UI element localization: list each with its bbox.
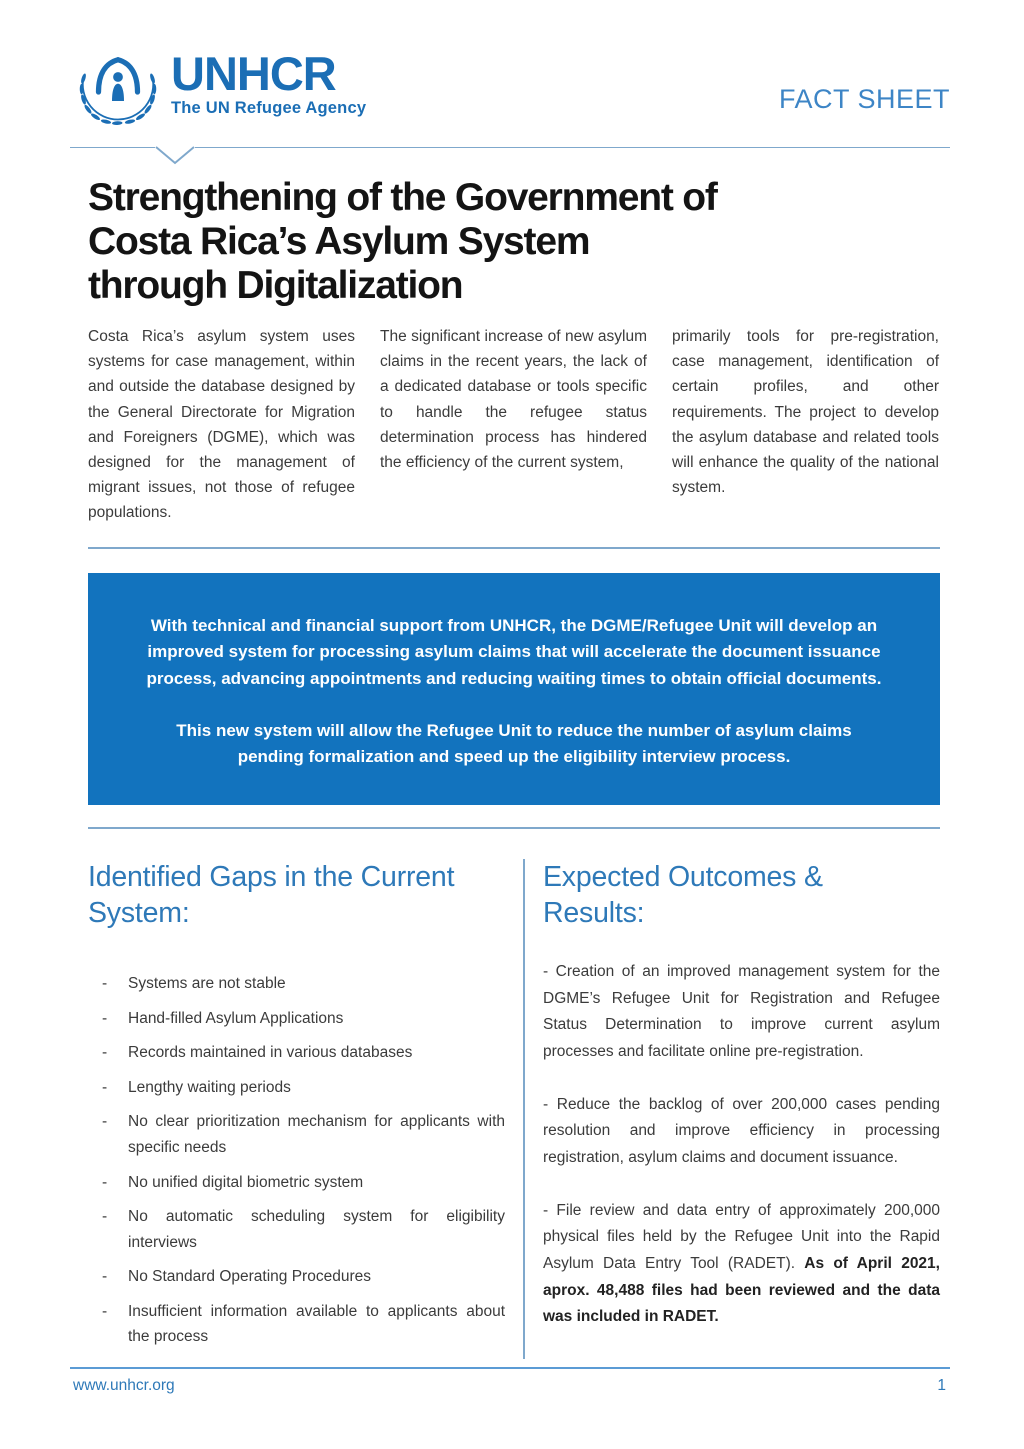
unhcr-logo bbox=[73, 44, 366, 128]
highlight-paragraph-1: With technical and financial support from UNHCR, the DGME/Refugee Unit will develop an improved system for processing asylum claims that will accelerate the document issuance process, advancing appointments and reducing waiting times to obtain official documents. bbox=[146, 616, 882, 688]
page-number: 1 bbox=[937, 1377, 946, 1394]
logo-text-block bbox=[171, 44, 366, 118]
outcomes-paragraph-2 bbox=[543, 1092, 940, 1172]
dash-bullet: - bbox=[102, 1009, 108, 1027]
list-item bbox=[88, 1170, 505, 1196]
outcomes-heading bbox=[543, 859, 940, 931]
list-item-text: No Standard Operating Procedures bbox=[128, 1268, 371, 1286]
dash-bullet: - bbox=[102, 1044, 108, 1062]
outcomes-column bbox=[543, 859, 940, 1359]
list-item-text: No automatic scheduling system for eligibility interviews bbox=[128, 1208, 505, 1251]
footer-url-link[interactable]: www.unhcr.org bbox=[73, 1377, 175, 1394]
dash-bullet: - bbox=[102, 1078, 108, 1096]
dash-bullet: - bbox=[102, 1302, 108, 1320]
outcomes-paragraph-3 bbox=[543, 1198, 940, 1331]
dash-bullet: - bbox=[102, 1113, 108, 1131]
gaps-heading bbox=[88, 859, 505, 931]
highlight-paragraph-2: This new system will allow the Refugee Unit to reduce the number of asylum claims pending formalization and speed up the eligibility interview process. bbox=[176, 721, 852, 767]
intro-column-2: The significant increase of new asylum claims in the recent years, the lack of a dedicated database or tools specific to handle the refugee status determination process has hindered the efficiency of the current system, bbox=[380, 328, 647, 471]
details-section bbox=[88, 859, 940, 1359]
list-item bbox=[88, 1264, 505, 1290]
unhcr-wordmark: UNHCR bbox=[171, 47, 336, 100]
list-item-text: Records maintained in various databases bbox=[128, 1044, 413, 1062]
paragraph-text: - Reduce the backlog of over 200,000 cases pending resolution and improve efficiency in processing registration, asylum claims and document issuance. bbox=[543, 1095, 940, 1167]
list-item-text: Systems are not stable bbox=[128, 975, 286, 993]
page-title bbox=[88, 176, 950, 308]
divider-rule-top bbox=[88, 547, 940, 549]
header-rule-left bbox=[70, 147, 155, 148]
intro-columns bbox=[88, 324, 940, 525]
list-item-text: Hand-filled Asylum Applications bbox=[128, 1009, 344, 1027]
highlight-box bbox=[88, 573, 940, 805]
header-rule bbox=[70, 146, 950, 166]
title-line: Costa Rica’s Asylum System bbox=[88, 220, 590, 264]
gaps-column bbox=[88, 859, 505, 1359]
unhcr-tagline: The UN Refugee Agency bbox=[171, 99, 367, 117]
paragraph-bold-text: As of April 2021, aprox. 48,488 files had been reviewed and the data was included in RADET. bbox=[543, 1255, 940, 1326]
list-item bbox=[88, 1075, 505, 1101]
footer bbox=[0, 1367, 1024, 1395]
intro-column-3: primarily tools for pre-registration, case management, identification of certain profiles, and other requirements. The project to develop the asylum database and related tools will enhance the quality of the national system. bbox=[672, 328, 939, 496]
header-rule-right bbox=[195, 147, 950, 148]
footer-row bbox=[0, 1369, 1024, 1395]
list-item bbox=[88, 1040, 505, 1066]
outcomes-heading-line: Expected Outcomes & bbox=[543, 860, 823, 893]
intro-column-1: Costa Rica’s asylum system uses systems for case management, within and outside the database designed by the General Directorate for Migration and Foreigners (DGME), which was designed for the management of migrant issues, not those of refugee populations. bbox=[88, 328, 355, 521]
column-divider bbox=[523, 859, 525, 1359]
dash-bullet: - bbox=[102, 1173, 108, 1191]
paragraph-text: - File review and data entry of approximately 200,000 physical files held by the Refugee Unit into the Rapid Asylum Data Entry Tool (RADET). bbox=[543, 1201, 940, 1273]
fact-sheet-label: FACT SHEET bbox=[778, 84, 950, 114]
dash-bullet: - bbox=[102, 975, 108, 993]
list-item bbox=[88, 1204, 505, 1255]
dash-bullet: - bbox=[102, 1208, 108, 1226]
title-line: through Digitalization bbox=[88, 264, 463, 308]
paragraph-text: - Creation of an improved management system for the DGME’s Refugee Unit for Registration and Refugee Status Determination to improve current asylum processes and facilitate online pre-registration. bbox=[543, 963, 940, 1061]
list-item bbox=[88, 1299, 505, 1350]
outcomes-heading-line: Results: bbox=[543, 896, 645, 929]
list-item-text: Lengthy waiting periods bbox=[128, 1078, 291, 1096]
outcomes-paragraph-1 bbox=[543, 959, 940, 1066]
list-item bbox=[88, 1109, 505, 1160]
title-line: Strengthening of the Government of bbox=[88, 176, 717, 219]
chevron-down-icon bbox=[155, 146, 195, 166]
list-item-text: No unified digital biometric system bbox=[128, 1173, 364, 1191]
divider-rule-bottom bbox=[88, 827, 940, 829]
unhcr-emblem-icon bbox=[73, 44, 163, 128]
gaps-list bbox=[88, 971, 505, 1350]
list-item bbox=[88, 971, 505, 997]
gaps-heading-line: Identified Gaps in the Current bbox=[88, 860, 455, 893]
gaps-heading-line: System: bbox=[88, 896, 190, 929]
list-item-text: Insufficient information available to applicants about the process bbox=[128, 1302, 505, 1346]
list-item-text: No clear prioritization mechanism for applicants with specific needs bbox=[128, 1113, 505, 1156]
list-item bbox=[88, 1006, 505, 1032]
header bbox=[73, 44, 950, 128]
dash-bullet: - bbox=[102, 1268, 108, 1286]
